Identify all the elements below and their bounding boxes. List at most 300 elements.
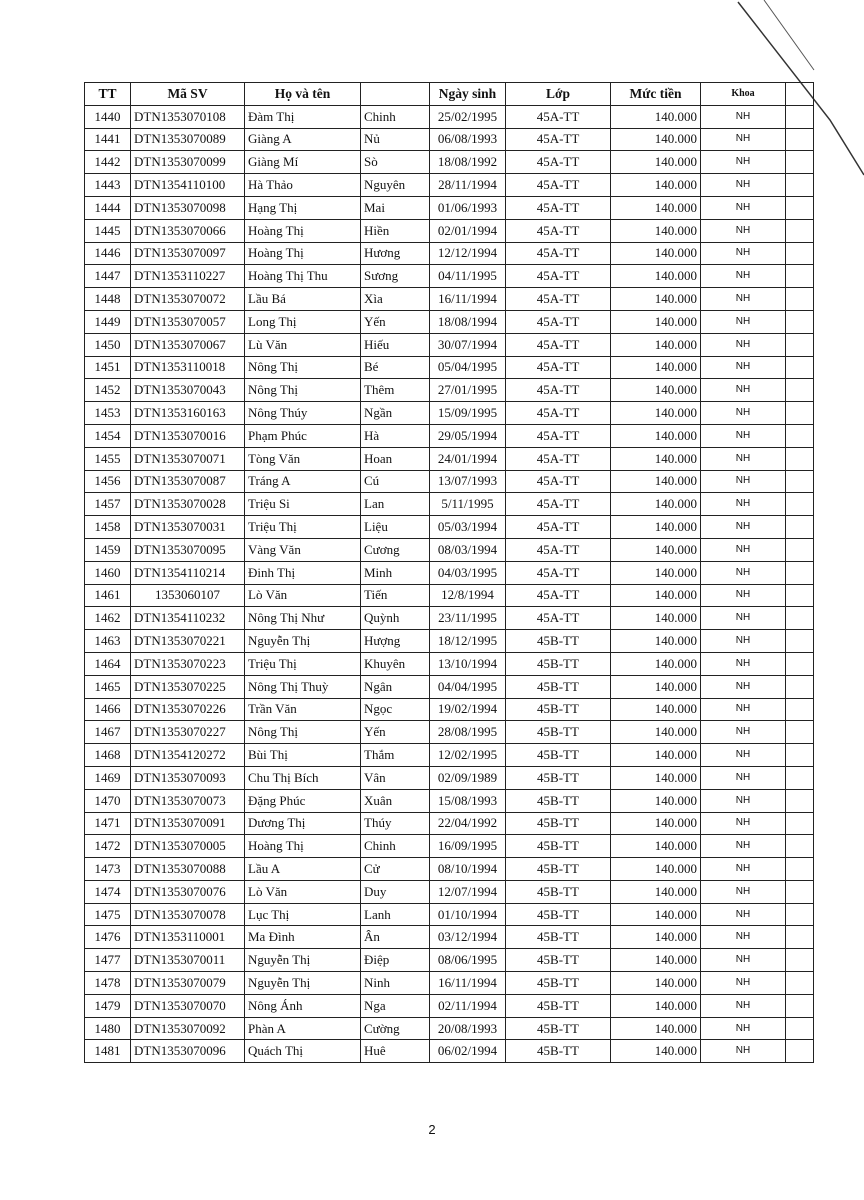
cell-lop: 45B-TT bbox=[506, 994, 611, 1017]
table-row bbox=[85, 994, 814, 1017]
cell-lop: 45B-TT bbox=[506, 1017, 611, 1040]
cell-tt: 1457 bbox=[85, 493, 131, 516]
cell-lop: 45A-TT bbox=[506, 105, 611, 128]
cell-muc-tien: 140.000 bbox=[611, 402, 701, 425]
cell-extra bbox=[786, 128, 814, 151]
cell-khoa: NH bbox=[701, 1040, 786, 1063]
cell-ten: Hiền bbox=[361, 219, 430, 242]
table-row bbox=[85, 926, 814, 949]
cell-khoa: NH bbox=[701, 288, 786, 311]
cell-muc-tien: 140.000 bbox=[611, 880, 701, 903]
cell-ho: Bùi Thị bbox=[245, 744, 361, 767]
cell-lop: 45B-TT bbox=[506, 721, 611, 744]
cell-khoa: NH bbox=[701, 1017, 786, 1040]
cell-lop: 45A-TT bbox=[506, 242, 611, 265]
cell-extra bbox=[786, 402, 814, 425]
cell-ngay-sinh: 25/02/1995 bbox=[430, 105, 506, 128]
cell-ten: Ngọc bbox=[361, 698, 430, 721]
cell-ma-sv: DTN1353070226 bbox=[131, 698, 245, 721]
cell-lop: 45A-TT bbox=[506, 151, 611, 174]
cell-ma-sv: DTN1354110214 bbox=[131, 561, 245, 584]
cell-extra bbox=[786, 994, 814, 1017]
cell-tt: 1470 bbox=[85, 789, 131, 812]
cell-ho: Đàm Thị bbox=[245, 105, 361, 128]
table-row bbox=[85, 584, 814, 607]
cell-ten: Hượng bbox=[361, 630, 430, 653]
cell-tt: 1463 bbox=[85, 630, 131, 653]
cell-khoa: NH bbox=[701, 858, 786, 881]
cell-tt: 1464 bbox=[85, 652, 131, 675]
cell-ma-sv: DTN1353070093 bbox=[131, 766, 245, 789]
table-row bbox=[85, 766, 814, 789]
cell-ma-sv: DTN1353070223 bbox=[131, 652, 245, 675]
cell-extra bbox=[786, 1040, 814, 1063]
cell-tt: 1442 bbox=[85, 151, 131, 174]
table-row bbox=[85, 310, 814, 333]
table-row bbox=[85, 949, 814, 972]
header-ten bbox=[361, 83, 430, 106]
cell-extra bbox=[786, 516, 814, 539]
cell-ho: Hoàng Thị bbox=[245, 219, 361, 242]
cell-muc-tien: 140.000 bbox=[611, 196, 701, 219]
cell-ten: Cương bbox=[361, 538, 430, 561]
cell-ten: Nga bbox=[361, 994, 430, 1017]
cell-ten: Cường bbox=[361, 1017, 430, 1040]
cell-ma-sv: DTN1353070072 bbox=[131, 288, 245, 311]
cell-muc-tien: 140.000 bbox=[611, 424, 701, 447]
cell-muc-tien: 140.000 bbox=[611, 447, 701, 470]
cell-muc-tien: 140.000 bbox=[611, 333, 701, 356]
cell-ten: Mai bbox=[361, 196, 430, 219]
cell-muc-tien: 140.000 bbox=[611, 721, 701, 744]
cell-ho: Chu Thị Bích bbox=[245, 766, 361, 789]
cell-ten: Sương bbox=[361, 265, 430, 288]
cell-ho: Nông Thị bbox=[245, 379, 361, 402]
cell-extra bbox=[786, 903, 814, 926]
cell-tt: 1479 bbox=[85, 994, 131, 1017]
cell-tt: 1443 bbox=[85, 174, 131, 197]
cell-ngay-sinh: 08/06/1995 bbox=[430, 949, 506, 972]
cell-tt: 1467 bbox=[85, 721, 131, 744]
cell-tt: 1446 bbox=[85, 242, 131, 265]
cell-ho: Giàng Mí bbox=[245, 151, 361, 174]
cell-lop: 45A-TT bbox=[506, 538, 611, 561]
cell-khoa: NH bbox=[701, 174, 786, 197]
cell-ma-sv: DTN1353070016 bbox=[131, 424, 245, 447]
cell-ho: Đặng Phúc bbox=[245, 789, 361, 812]
cell-khoa: NH bbox=[701, 607, 786, 630]
page-number: 2 bbox=[428, 1122, 436, 1137]
cell-tt: 1451 bbox=[85, 356, 131, 379]
cell-extra bbox=[786, 219, 814, 242]
header-muc-tien: Mức tiền bbox=[611, 83, 701, 106]
cell-extra bbox=[786, 630, 814, 653]
cell-ngay-sinh: 18/08/1994 bbox=[430, 310, 506, 333]
cell-ma-sv: DTN1353070066 bbox=[131, 219, 245, 242]
cell-ma-sv: DTN1353070098 bbox=[131, 196, 245, 219]
table-row bbox=[85, 105, 814, 128]
cell-ma-sv: DTN1353070078 bbox=[131, 903, 245, 926]
cell-ten: Thắm bbox=[361, 744, 430, 767]
cell-ten: Ngần bbox=[361, 402, 430, 425]
cell-ngay-sinh: 02/09/1989 bbox=[430, 766, 506, 789]
cell-ho: Quách Thị bbox=[245, 1040, 361, 1063]
cell-khoa: NH bbox=[701, 972, 786, 995]
table-row bbox=[85, 744, 814, 767]
cell-khoa: NH bbox=[701, 994, 786, 1017]
cell-extra bbox=[786, 926, 814, 949]
cell-ten: Hà bbox=[361, 424, 430, 447]
cell-ngay-sinh: 16/11/1994 bbox=[430, 288, 506, 311]
cell-lop: 45A-TT bbox=[506, 356, 611, 379]
cell-khoa: NH bbox=[701, 493, 786, 516]
cell-ngay-sinh: 27/01/1995 bbox=[430, 379, 506, 402]
table-row bbox=[85, 789, 814, 812]
cell-ten: Lan bbox=[361, 493, 430, 516]
cell-ma-sv: DTN1353070011 bbox=[131, 949, 245, 972]
cell-lop: 45A-TT bbox=[506, 424, 611, 447]
cell-lop: 45A-TT bbox=[506, 333, 611, 356]
cell-ho: Nông Ánh bbox=[245, 994, 361, 1017]
cell-ma-sv: DTN1353070028 bbox=[131, 493, 245, 516]
cell-ngay-sinh: 01/10/1994 bbox=[430, 903, 506, 926]
cell-ngay-sinh: 15/09/1995 bbox=[430, 402, 506, 425]
cell-ma-sv: DTN1353070227 bbox=[131, 721, 245, 744]
cell-tt: 1465 bbox=[85, 675, 131, 698]
cell-extra bbox=[786, 561, 814, 584]
cell-tt: 1455 bbox=[85, 447, 131, 470]
cell-ma-sv: DTN1353110001 bbox=[131, 926, 245, 949]
cell-ma-sv: DTN1353070096 bbox=[131, 1040, 245, 1063]
table-row bbox=[85, 219, 814, 242]
cell-ngay-sinh: 20/08/1993 bbox=[430, 1017, 506, 1040]
cell-tt: 1454 bbox=[85, 424, 131, 447]
cell-khoa: NH bbox=[701, 744, 786, 767]
header-lop: Lớp bbox=[506, 83, 611, 106]
cell-lop: 45A-TT bbox=[506, 493, 611, 516]
cell-ten: Vân bbox=[361, 766, 430, 789]
cell-muc-tien: 140.000 bbox=[611, 493, 701, 516]
cell-tt: 1477 bbox=[85, 949, 131, 972]
cell-lop: 45A-TT bbox=[506, 310, 611, 333]
cell-extra bbox=[786, 196, 814, 219]
table-row bbox=[85, 652, 814, 675]
cell-khoa: NH bbox=[701, 675, 786, 698]
cell-ngay-sinh: 16/09/1995 bbox=[430, 835, 506, 858]
cell-ngay-sinh: 5/11/1995 bbox=[430, 493, 506, 516]
cell-tt: 1462 bbox=[85, 607, 131, 630]
cell-lop: 45B-TT bbox=[506, 926, 611, 949]
cell-tt: 1456 bbox=[85, 470, 131, 493]
cell-ma-sv: DTN1353070088 bbox=[131, 858, 245, 881]
table-row bbox=[85, 698, 814, 721]
cell-lop: 45B-TT bbox=[506, 972, 611, 995]
cell-ten: Ân bbox=[361, 926, 430, 949]
cell-khoa: NH bbox=[701, 561, 786, 584]
cell-muc-tien: 140.000 bbox=[611, 561, 701, 584]
cell-ten: Hương bbox=[361, 242, 430, 265]
cell-extra bbox=[786, 880, 814, 903]
cell-ma-sv: 1353060107 bbox=[131, 584, 245, 607]
cell-ten: Yến bbox=[361, 310, 430, 333]
table-row bbox=[85, 561, 814, 584]
cell-ho: Dương Thị bbox=[245, 812, 361, 835]
cell-ten: Cử bbox=[361, 858, 430, 881]
cell-ngay-sinh: 04/11/1995 bbox=[430, 265, 506, 288]
cell-ngay-sinh: 18/12/1995 bbox=[430, 630, 506, 653]
cell-ten: Liệu bbox=[361, 516, 430, 539]
cell-ngay-sinh: 28/08/1995 bbox=[430, 721, 506, 744]
cell-lop: 45A-TT bbox=[506, 219, 611, 242]
table-row bbox=[85, 151, 814, 174]
cell-ho: Nguyễn Thị bbox=[245, 949, 361, 972]
cell-khoa: NH bbox=[701, 151, 786, 174]
header-ngay-sinh: Ngày sinh bbox=[430, 83, 506, 106]
cell-lop: 45B-TT bbox=[506, 812, 611, 835]
cell-ma-sv: DTN1353070097 bbox=[131, 242, 245, 265]
cell-khoa: NH bbox=[701, 242, 786, 265]
cell-tt: 1453 bbox=[85, 402, 131, 425]
cell-extra bbox=[786, 766, 814, 789]
cell-ten: Thúy bbox=[361, 812, 430, 835]
cell-ho: Vàng Văn bbox=[245, 538, 361, 561]
cell-ma-sv: DTN1353070225 bbox=[131, 675, 245, 698]
cell-muc-tien: 140.000 bbox=[611, 1017, 701, 1040]
cell-tt: 1460 bbox=[85, 561, 131, 584]
cell-ten: Khuyên bbox=[361, 652, 430, 675]
cell-khoa: NH bbox=[701, 766, 786, 789]
cell-lop: 45B-TT bbox=[506, 835, 611, 858]
table-header-row bbox=[85, 83, 814, 106]
cell-extra bbox=[786, 447, 814, 470]
cell-ngay-sinh: 08/03/1994 bbox=[430, 538, 506, 561]
cell-ho: Nông Thị Như bbox=[245, 607, 361, 630]
cell-tt: 1469 bbox=[85, 766, 131, 789]
cell-ngay-sinh: 04/03/1995 bbox=[430, 561, 506, 584]
cell-ngay-sinh: 06/08/1993 bbox=[430, 128, 506, 151]
cell-muc-tien: 140.000 bbox=[611, 789, 701, 812]
cell-ho: Đinh Thị bbox=[245, 561, 361, 584]
cell-muc-tien: 140.000 bbox=[611, 812, 701, 835]
cell-khoa: NH bbox=[701, 333, 786, 356]
table-row bbox=[85, 242, 814, 265]
cell-muc-tien: 140.000 bbox=[611, 698, 701, 721]
cell-ho: Triệu Thị bbox=[245, 652, 361, 675]
cell-ngay-sinh: 15/08/1993 bbox=[430, 789, 506, 812]
cell-ngay-sinh: 12/12/1994 bbox=[430, 242, 506, 265]
cell-ho: Phạm Phúc bbox=[245, 424, 361, 447]
cell-ma-sv: DTN1353070091 bbox=[131, 812, 245, 835]
table-row bbox=[85, 470, 814, 493]
cell-muc-tien: 140.000 bbox=[611, 265, 701, 288]
cell-lop: 45B-TT bbox=[506, 630, 611, 653]
table-row bbox=[85, 379, 814, 402]
table-row bbox=[85, 196, 814, 219]
cell-muc-tien: 140.000 bbox=[611, 744, 701, 767]
cell-ten: Chinh bbox=[361, 835, 430, 858]
cell-khoa: NH bbox=[701, 835, 786, 858]
cell-ma-sv: DTN1353070073 bbox=[131, 789, 245, 812]
cell-ma-sv: DTN1354110232 bbox=[131, 607, 245, 630]
table-row bbox=[85, 174, 814, 197]
cell-muc-tien: 140.000 bbox=[611, 288, 701, 311]
cell-lop: 45A-TT bbox=[506, 447, 611, 470]
cell-ma-sv: DTN1353110018 bbox=[131, 356, 245, 379]
cell-ma-sv: DTN1353070071 bbox=[131, 447, 245, 470]
table-row bbox=[85, 447, 814, 470]
cell-ho: Hạng Thị bbox=[245, 196, 361, 219]
cell-lop: 45B-TT bbox=[506, 858, 611, 881]
cell-lop: 45A-TT bbox=[506, 516, 611, 539]
cell-ho: Lầu A bbox=[245, 858, 361, 881]
cell-ten: Xuân bbox=[361, 789, 430, 812]
cell-ma-sv: DTN1353070067 bbox=[131, 333, 245, 356]
table-row bbox=[85, 972, 814, 995]
cell-lop: 45A-TT bbox=[506, 561, 611, 584]
table-row bbox=[85, 812, 814, 835]
header-khoa: Khoa bbox=[701, 83, 786, 106]
cell-ngay-sinh: 13/10/1994 bbox=[430, 652, 506, 675]
cell-ten: Duy bbox=[361, 880, 430, 903]
cell-ngay-sinh: 12/07/1994 bbox=[430, 880, 506, 903]
cell-ho: Lầu Bá bbox=[245, 288, 361, 311]
table-row bbox=[85, 880, 814, 903]
cell-ngay-sinh: 24/01/1994 bbox=[430, 447, 506, 470]
cell-tt: 1450 bbox=[85, 333, 131, 356]
cell-khoa: NH bbox=[701, 310, 786, 333]
cell-muc-tien: 140.000 bbox=[611, 903, 701, 926]
cell-tt: 1471 bbox=[85, 812, 131, 835]
cell-muc-tien: 140.000 bbox=[611, 151, 701, 174]
cell-extra bbox=[786, 858, 814, 881]
cell-khoa: NH bbox=[701, 379, 786, 402]
cell-tt: 1480 bbox=[85, 1017, 131, 1040]
cell-extra bbox=[786, 424, 814, 447]
table-row bbox=[85, 858, 814, 881]
cell-extra bbox=[786, 789, 814, 812]
table-row bbox=[85, 721, 814, 744]
cell-khoa: NH bbox=[701, 903, 786, 926]
cell-ho: Nông Thị bbox=[245, 721, 361, 744]
table-row bbox=[85, 333, 814, 356]
cell-ma-sv: DTN1354110100 bbox=[131, 174, 245, 197]
cell-ngay-sinh: 19/02/1994 bbox=[430, 698, 506, 721]
cell-ngay-sinh: 12/8/1994 bbox=[430, 584, 506, 607]
cell-ho: Long Thị bbox=[245, 310, 361, 333]
cell-lop: 45A-TT bbox=[506, 607, 611, 630]
cell-khoa: NH bbox=[701, 219, 786, 242]
cell-ten: Huê bbox=[361, 1040, 430, 1063]
cell-muc-tien: 140.000 bbox=[611, 675, 701, 698]
cell-ho: Hoàng Thị bbox=[245, 835, 361, 858]
cell-ho: Nông Thị Thuỳ bbox=[245, 675, 361, 698]
cell-muc-tien: 140.000 bbox=[611, 766, 701, 789]
cell-tt: 1474 bbox=[85, 880, 131, 903]
cell-extra bbox=[786, 744, 814, 767]
cell-muc-tien: 140.000 bbox=[611, 174, 701, 197]
cell-ho: Phàn A bbox=[245, 1017, 361, 1040]
cell-ngay-sinh: 08/10/1994 bbox=[430, 858, 506, 881]
table-row bbox=[85, 607, 814, 630]
cell-extra bbox=[786, 333, 814, 356]
cell-lop: 45B-TT bbox=[506, 698, 611, 721]
cell-muc-tien: 140.000 bbox=[611, 516, 701, 539]
cell-ngay-sinh: 22/04/1992 bbox=[430, 812, 506, 835]
cell-ngay-sinh: 30/07/1994 bbox=[430, 333, 506, 356]
cell-ngay-sinh: 03/12/1994 bbox=[430, 926, 506, 949]
cell-muc-tien: 140.000 bbox=[611, 584, 701, 607]
cell-extra bbox=[786, 174, 814, 197]
cell-extra bbox=[786, 493, 814, 516]
cell-extra bbox=[786, 151, 814, 174]
cell-ten: Cú bbox=[361, 470, 430, 493]
cell-ho: Lò Văn bbox=[245, 584, 361, 607]
cell-muc-tien: 140.000 bbox=[611, 538, 701, 561]
cell-ho: Nông Thị bbox=[245, 356, 361, 379]
cell-muc-tien: 140.000 bbox=[611, 105, 701, 128]
cell-ten: Sò bbox=[361, 151, 430, 174]
cell-muc-tien: 140.000 bbox=[611, 652, 701, 675]
cell-khoa: NH bbox=[701, 721, 786, 744]
cell-khoa: NH bbox=[701, 880, 786, 903]
cell-extra bbox=[786, 288, 814, 311]
cell-muc-tien: 140.000 bbox=[611, 242, 701, 265]
cell-ten: Tiến bbox=[361, 584, 430, 607]
cell-tt: 1445 bbox=[85, 219, 131, 242]
cell-khoa: NH bbox=[701, 630, 786, 653]
cell-tt: 1473 bbox=[85, 858, 131, 881]
cell-ma-sv: DTN1353070087 bbox=[131, 470, 245, 493]
cell-khoa: NH bbox=[701, 538, 786, 561]
cell-ho: Hoàng Thị Thu bbox=[245, 265, 361, 288]
cell-lop: 45B-TT bbox=[506, 766, 611, 789]
cell-khoa: NH bbox=[701, 516, 786, 539]
cell-extra bbox=[786, 470, 814, 493]
cell-muc-tien: 140.000 bbox=[611, 470, 701, 493]
cell-extra bbox=[786, 105, 814, 128]
table-row bbox=[85, 288, 814, 311]
cell-tt: 1448 bbox=[85, 288, 131, 311]
cell-khoa: NH bbox=[701, 265, 786, 288]
cell-ngay-sinh: 12/02/1995 bbox=[430, 744, 506, 767]
cell-khoa: NH bbox=[701, 402, 786, 425]
cell-ho: Lù Văn bbox=[245, 333, 361, 356]
cell-ho: Lò Văn bbox=[245, 880, 361, 903]
cell-extra bbox=[786, 812, 814, 835]
cell-tt: 1441 bbox=[85, 128, 131, 151]
cell-extra bbox=[786, 721, 814, 744]
cell-khoa: NH bbox=[701, 105, 786, 128]
cell-lop: 45A-TT bbox=[506, 128, 611, 151]
cell-extra bbox=[786, 538, 814, 561]
table-row bbox=[85, 903, 814, 926]
cell-ma-sv: DTN1353070076 bbox=[131, 880, 245, 903]
table-row bbox=[85, 402, 814, 425]
cell-muc-tien: 140.000 bbox=[611, 972, 701, 995]
cell-tt: 1452 bbox=[85, 379, 131, 402]
cell-tt: 1449 bbox=[85, 310, 131, 333]
table-body bbox=[85, 105, 814, 1062]
cell-extra bbox=[786, 607, 814, 630]
header-tt: TT bbox=[85, 83, 131, 106]
cell-lop: 45B-TT bbox=[506, 675, 611, 698]
cell-ngay-sinh: 02/01/1994 bbox=[430, 219, 506, 242]
cell-ngay-sinh: 13/07/1993 bbox=[430, 470, 506, 493]
cell-lop: 45B-TT bbox=[506, 949, 611, 972]
cell-lop: 45A-TT bbox=[506, 174, 611, 197]
student-roster-table bbox=[84, 82, 814, 1063]
cell-ten: Bé bbox=[361, 356, 430, 379]
